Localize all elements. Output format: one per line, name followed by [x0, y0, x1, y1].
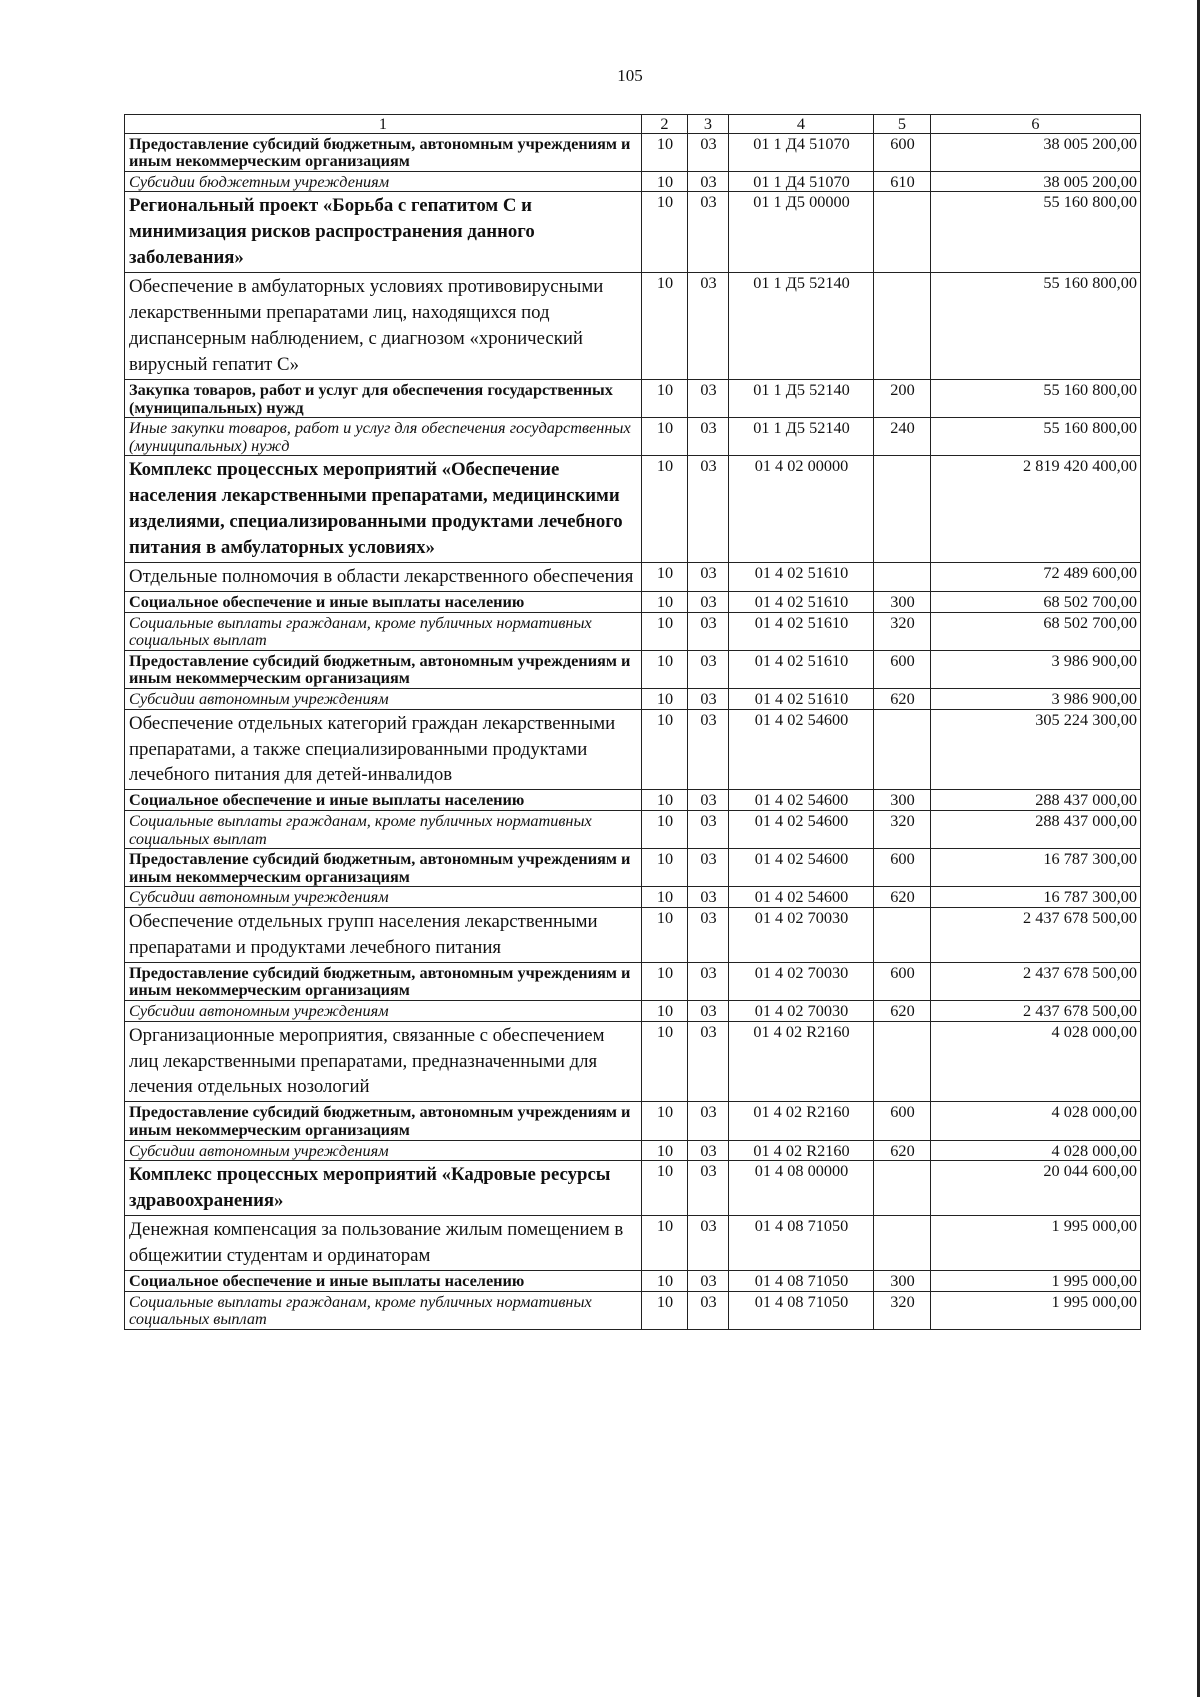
- target-article-code: 01 4 02 54600: [729, 709, 874, 790]
- amount: 55 160 800,00: [931, 192, 1141, 273]
- subsection-code: 03: [688, 1102, 729, 1140]
- section-code: 10: [642, 1216, 688, 1271]
- section-code: 10: [642, 1140, 688, 1161]
- amount: 38 005 200,00: [931, 171, 1141, 192]
- amount: 288 437 000,00: [931, 790, 1141, 811]
- subsection-code: 03: [688, 1216, 729, 1271]
- expense-type-code: 620: [874, 887, 931, 908]
- row-name: Отдельные полномочия в области лекарственного обеспечения: [125, 563, 642, 592]
- table-row: [125, 1291, 1141, 1329]
- section-code: 10: [642, 379, 688, 417]
- row-name: Субсидии автономным учреждениям: [125, 887, 642, 908]
- amount: 288 437 000,00: [931, 810, 1141, 848]
- subsection-code: 03: [688, 1140, 729, 1161]
- section-code: 10: [642, 592, 688, 613]
- target-article-code: 01 1 Д5 52140: [729, 379, 874, 417]
- subsection-code: 03: [688, 1161, 729, 1216]
- expense-type-code: [874, 456, 931, 563]
- table-row: [125, 563, 1141, 592]
- subsection-code: 03: [688, 887, 729, 908]
- target-article-code: 01 4 02 54600: [729, 887, 874, 908]
- target-article-code: 01 4 02 51610: [729, 592, 874, 613]
- table-row: [125, 709, 1141, 790]
- target-article-code: 01 4 02 51610: [729, 612, 874, 650]
- table-row: [125, 810, 1141, 848]
- table-row: [125, 592, 1141, 613]
- amount: 1 995 000,00: [931, 1216, 1141, 1271]
- section-code: 10: [642, 1270, 688, 1291]
- table-row: [125, 1001, 1141, 1022]
- target-article-code: 01 4 02 51610: [729, 650, 874, 688]
- table-row: [125, 171, 1141, 192]
- section-code: 10: [642, 1161, 688, 1216]
- section-code: 10: [642, 709, 688, 790]
- row-name: Предоставление субсидий бюджетным, автономным учреждениям и иным некоммерческим организациям: [125, 650, 642, 688]
- page-number: 105: [617, 66, 643, 85]
- table-row: [125, 1140, 1141, 1161]
- row-name: Денежная компенсация за пользование жилым помещением в общежитии студентам и ординаторам: [125, 1216, 642, 1271]
- table-row: [125, 1021, 1141, 1102]
- section-code: 10: [642, 418, 688, 456]
- subsection-code: 03: [688, 688, 729, 709]
- table-row: [125, 1216, 1141, 1271]
- target-article-code: 01 4 02 70030: [729, 962, 874, 1000]
- table-row: [125, 273, 1141, 380]
- row-name: Предоставление субсидий бюджетным, автономным учреждениям и иным некоммерческим организациям: [125, 849, 642, 887]
- row-name: Комплекс процессных мероприятий «Обеспечение населения лекарственными препаратами, медицинскими изделиями, специализированными продуктами лечебного питания в амбулаторных условиях»: [125, 456, 642, 563]
- table-row: [125, 962, 1141, 1000]
- expense-type-code: 300: [874, 790, 931, 811]
- row-name: Субсидии автономным учреждениям: [125, 1140, 642, 1161]
- table-row: [125, 456, 1141, 563]
- target-article-code: 01 4 02 51610: [729, 563, 874, 592]
- expense-type-code: 320: [874, 1291, 931, 1329]
- table-row: [125, 612, 1141, 650]
- amount: 16 787 300,00: [931, 849, 1141, 887]
- section-code: 10: [642, 273, 688, 380]
- expense-type-code: [874, 709, 931, 790]
- column-header-6: 6: [931, 115, 1141, 134]
- expense-type-code: [874, 273, 931, 380]
- subsection-code: 03: [688, 379, 729, 417]
- amount: 2 437 678 500,00: [931, 1001, 1141, 1022]
- target-article-code: 01 1 Д4 51070: [729, 171, 874, 192]
- section-code: 10: [642, 456, 688, 563]
- amount: 1 995 000,00: [931, 1291, 1141, 1329]
- section-code: 10: [642, 688, 688, 709]
- column-header-1: 1: [125, 115, 642, 134]
- section-code: 10: [642, 790, 688, 811]
- row-name: Обеспечение в амбулаторных условиях противовирусными лекарственными препаратами лиц, находящихся под диспансерным наблюдением, с диагнозом «хронический вирусный гепатит С»: [125, 273, 642, 380]
- target-article-code: 01 4 02 R2160: [729, 1140, 874, 1161]
- section-code: 10: [642, 192, 688, 273]
- table-row: [125, 133, 1141, 171]
- expense-type-code: 200: [874, 379, 931, 417]
- section-code: 10: [642, 612, 688, 650]
- subsection-code: 03: [688, 1270, 729, 1291]
- expense-type-code: 620: [874, 688, 931, 709]
- subsection-code: 03: [688, 1291, 729, 1329]
- table-row: [125, 418, 1141, 456]
- expense-type-code: 320: [874, 612, 931, 650]
- expense-type-code: 600: [874, 849, 931, 887]
- row-name: Социальные выплаты гражданам, кроме публичных нормативных социальных выплат: [125, 810, 642, 848]
- amount: 55 160 800,00: [931, 379, 1141, 417]
- section-code: 10: [642, 650, 688, 688]
- row-name: Иные закупки товаров, работ и услуг для обеспечения государственных (муниципальных) нужд: [125, 418, 642, 456]
- section-code: 10: [642, 962, 688, 1000]
- target-article-code: 01 4 08 71050: [729, 1216, 874, 1271]
- amount: 3 986 900,00: [931, 650, 1141, 688]
- expense-type-code: [874, 907, 931, 962]
- section-code: 10: [642, 907, 688, 962]
- table-row: [125, 379, 1141, 417]
- amount: 55 160 800,00: [931, 418, 1141, 456]
- amount: 4 028 000,00: [931, 1021, 1141, 1102]
- table-header-row: [125, 115, 1141, 134]
- section-code: 10: [642, 810, 688, 848]
- target-article-code: 01 4 02 51610: [729, 688, 874, 709]
- amount: 72 489 600,00: [931, 563, 1141, 592]
- target-article-code: 01 1 Д5 00000: [729, 192, 874, 273]
- subsection-code: 03: [688, 192, 729, 273]
- section-code: 10: [642, 887, 688, 908]
- subsection-code: 03: [688, 592, 729, 613]
- expense-type-code: 620: [874, 1001, 931, 1022]
- subsection-code: 03: [688, 1021, 729, 1102]
- section-code: 10: [642, 1102, 688, 1140]
- amount: 2 437 678 500,00: [931, 962, 1141, 1000]
- subsection-code: 03: [688, 273, 729, 380]
- amount: 20 044 600,00: [931, 1161, 1141, 1216]
- expense-type-code: 320: [874, 810, 931, 848]
- row-name: Социальное обеспечение и иные выплаты населению: [125, 790, 642, 811]
- subsection-code: 03: [688, 849, 729, 887]
- row-name: Субсидии автономным учреждениям: [125, 1001, 642, 1022]
- amount: 305 224 300,00: [931, 709, 1141, 790]
- column-header-2: 2: [642, 115, 688, 134]
- subsection-code: 03: [688, 907, 729, 962]
- target-article-code: 01 4 08 71050: [729, 1270, 874, 1291]
- row-name: Организационные мероприятия, связанные с обеспечением лиц лекарственными препаратами, предназначенными для лечения отдельных нозологий: [125, 1021, 642, 1102]
- expense-type-code: 600: [874, 962, 931, 1000]
- column-header-5: 5: [874, 115, 931, 134]
- table-row: [125, 887, 1141, 908]
- amount: 68 502 700,00: [931, 592, 1141, 613]
- subsection-code: 03: [688, 563, 729, 592]
- target-article-code: 01 4 02 54600: [729, 790, 874, 811]
- table-row: [125, 907, 1141, 962]
- target-article-code: 01 4 08 00000: [729, 1161, 874, 1216]
- row-name: Комплекс процессных мероприятий «Кадровые ресурсы здравоохранения»: [125, 1161, 642, 1216]
- section-code: 10: [642, 1001, 688, 1022]
- expense-type-code: 620: [874, 1140, 931, 1161]
- table-row: [125, 688, 1141, 709]
- row-name: Закупка товаров, работ и услуг для обеспечения государственных (муниципальных) нужд: [125, 379, 642, 417]
- row-name: Обеспечение отдельных категорий граждан лекарственными препаратами, а также специализированными продуктами лечебного питания для детей-инвалидов: [125, 709, 642, 790]
- expense-type-code: 600: [874, 650, 931, 688]
- column-header-3: 3: [688, 115, 729, 134]
- expense-type-code: 600: [874, 1102, 931, 1140]
- expense-type-code: 300: [874, 592, 931, 613]
- budget-table: [124, 114, 1141, 1330]
- section-code: 10: [642, 1021, 688, 1102]
- expense-type-code: [874, 192, 931, 273]
- amount: 1 995 000,00: [931, 1270, 1141, 1291]
- subsection-code: 03: [688, 810, 729, 848]
- row-name: Предоставление субсидий бюджетным, автономным учреждениям и иным некоммерческим организациям: [125, 133, 642, 171]
- expense-type-code: [874, 1021, 931, 1102]
- amount: 68 502 700,00: [931, 612, 1141, 650]
- amount: 55 160 800,00: [931, 273, 1141, 380]
- subsection-code: 03: [688, 133, 729, 171]
- table-row: [125, 849, 1141, 887]
- row-name: Предоставление субсидий бюджетным, автономным учреждениям и иным некоммерческим организациям: [125, 1102, 642, 1140]
- expense-type-code: [874, 1216, 931, 1271]
- target-article-code: 01 1 Д4 51070: [729, 133, 874, 171]
- row-name: Социальные выплаты гражданам, кроме публичных нормативных социальных выплат: [125, 612, 642, 650]
- row-name: Региональный проект «Борьба с гепатитом С и минимизация рисков распространения данного заболевания»: [125, 192, 642, 273]
- target-article-code: 01 4 02 70030: [729, 907, 874, 962]
- target-article-code: 01 4 02 54600: [729, 810, 874, 848]
- target-article-code: 01 4 02 R2160: [729, 1102, 874, 1140]
- amount: 2 437 678 500,00: [931, 907, 1141, 962]
- subsection-code: 03: [688, 962, 729, 1000]
- row-name: Предоставление субсидий бюджетным, автономным учреждениям и иным некоммерческим организациям: [125, 962, 642, 1000]
- amount: 16 787 300,00: [931, 887, 1141, 908]
- expense-type-code: [874, 563, 931, 592]
- row-name: Социальные выплаты гражданам, кроме публичных нормативных социальных выплат: [125, 1291, 642, 1329]
- target-article-code: 01 4 02 70030: [729, 1001, 874, 1022]
- subsection-code: 03: [688, 171, 729, 192]
- target-article-code: 01 4 02 R2160: [729, 1021, 874, 1102]
- row-name: Обеспечение отдельных групп населения лекарственными препаратами и продуктами лечебного питания: [125, 907, 642, 962]
- expense-type-code: 610: [874, 171, 931, 192]
- subsection-code: 03: [688, 418, 729, 456]
- table-row: [125, 1161, 1141, 1216]
- row-name: Социальное обеспечение и иные выплаты населению: [125, 1270, 642, 1291]
- target-article-code: 01 4 02 00000: [729, 456, 874, 563]
- target-article-code: 01 1 Д5 52140: [729, 418, 874, 456]
- table-row: [125, 192, 1141, 273]
- amount: 4 028 000,00: [931, 1140, 1141, 1161]
- subsection-code: 03: [688, 612, 729, 650]
- row-name: Социальное обеспечение и иные выплаты населению: [125, 592, 642, 613]
- subsection-code: 03: [688, 1001, 729, 1022]
- target-article-code: 01 4 08 71050: [729, 1291, 874, 1329]
- section-code: 10: [642, 563, 688, 592]
- amount: 3 986 900,00: [931, 688, 1141, 709]
- subsection-code: 03: [688, 790, 729, 811]
- amount: 4 028 000,00: [931, 1102, 1141, 1140]
- section-code: 10: [642, 133, 688, 171]
- table-row: [125, 1102, 1141, 1140]
- expense-type-code: [874, 1161, 931, 1216]
- target-article-code: 01 1 Д5 52140: [729, 273, 874, 380]
- subsection-code: 03: [688, 709, 729, 790]
- table-row: [125, 790, 1141, 811]
- row-name: Субсидии бюджетным учреждениям: [125, 171, 642, 192]
- amount: 38 005 200,00: [931, 133, 1141, 171]
- section-code: 10: [642, 171, 688, 192]
- expense-type-code: 240: [874, 418, 931, 456]
- target-article-code: 01 4 02 54600: [729, 849, 874, 887]
- table-row: [125, 650, 1141, 688]
- expense-type-code: 300: [874, 1270, 931, 1291]
- table-row: [125, 1270, 1141, 1291]
- subsection-code: 03: [688, 650, 729, 688]
- expense-type-code: 600: [874, 133, 931, 171]
- amount: 2 819 420 400,00: [931, 456, 1141, 563]
- subsection-code: 03: [688, 456, 729, 563]
- row-name: Субсидии автономным учреждениям: [125, 688, 642, 709]
- section-code: 10: [642, 849, 688, 887]
- column-header-4: 4: [729, 115, 874, 134]
- section-code: 10: [642, 1291, 688, 1329]
